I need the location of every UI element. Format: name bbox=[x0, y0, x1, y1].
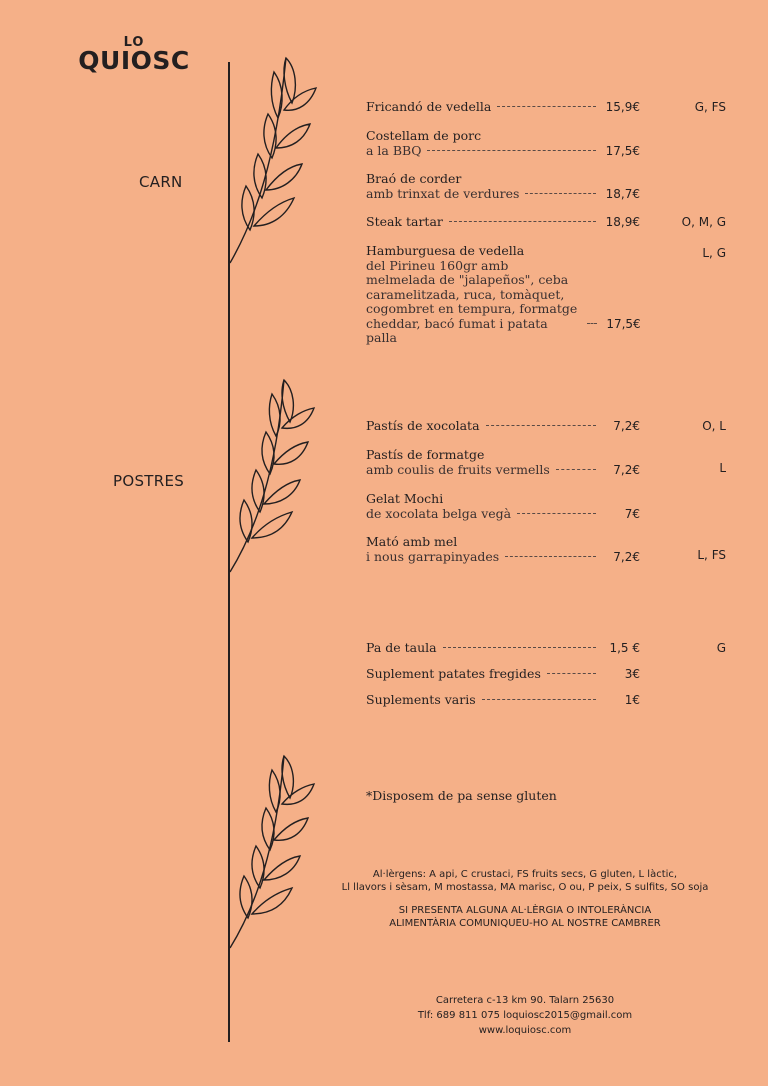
item-description-line: cheddar, bacó fumat i patata palla bbox=[366, 315, 548, 345]
section-title-carn: CARN bbox=[139, 173, 183, 191]
item-allergens: L, G bbox=[702, 246, 726, 260]
menu-item bbox=[366, 535, 726, 564]
item-price: 7,2€ bbox=[613, 462, 640, 477]
item-price: 18,7€ bbox=[605, 186, 640, 201]
menu-item bbox=[366, 693, 726, 708]
menu-item bbox=[366, 641, 726, 656]
item-price: 17,5€ bbox=[606, 316, 641, 331]
logo-line-1: LO bbox=[123, 35, 145, 50]
contact-address: Carretera c-13 km 90. Talarn 25630 bbox=[435, 995, 615, 1006]
item-description: amb coulis de fruits vermells bbox=[366, 461, 550, 477]
menu-item bbox=[366, 100, 726, 115]
item-description: amb trinxat de verdures bbox=[366, 185, 520, 201]
item-allergens: O, M, G bbox=[681, 215, 726, 229]
item-allergens: O, L bbox=[702, 419, 726, 433]
item-name: Fricandó de vedella bbox=[366, 99, 492, 114]
menu-item bbox=[366, 448, 726, 477]
item-name: Costellam de porc bbox=[366, 128, 482, 143]
menu-item bbox=[366, 667, 726, 682]
item-price: 7€ bbox=[624, 506, 640, 521]
menu-item bbox=[366, 419, 726, 434]
logo bbox=[76, 36, 192, 73]
item-description: de xocolata belga vegà bbox=[366, 505, 512, 521]
item-description: i nous garrapinyades bbox=[366, 548, 500, 564]
item-price: 7,2€ bbox=[613, 419, 640, 433]
item-price: 17,5€ bbox=[605, 143, 640, 158]
menu-item bbox=[366, 172, 726, 201]
item-price: 1,5 € bbox=[609, 641, 640, 655]
item-name: Mató amb mel bbox=[366, 534, 458, 549]
allergy-warning bbox=[340, 904, 710, 930]
leaf-branch-icon bbox=[226, 48, 326, 268]
item-price: 1€ bbox=[624, 693, 640, 707]
item-name: Suplement patates fregides bbox=[366, 666, 541, 681]
item-name: Pa de taula bbox=[366, 640, 437, 655]
menu-item bbox=[366, 215, 726, 230]
menu-item bbox=[366, 129, 726, 158]
allergen-legend-line: Al·lèrgens: A api, C crustaci, FS fruits secs, G gluten, L làctic, bbox=[372, 869, 678, 880]
item-description-line: cogombret en tempura, formatge bbox=[366, 301, 578, 316]
item-allergens: L, FS bbox=[697, 548, 726, 562]
item-price: 18,9€ bbox=[605, 215, 640, 229]
item-allergens: G bbox=[716, 641, 726, 655]
item-description-line: melmelada de "jalapeños", ceba bbox=[366, 272, 569, 287]
allergen-legend-line: Ll llavors i sèsam, M mostassa, MA marisc, O ou, P peix, S sulfits, SO soja bbox=[341, 882, 709, 893]
item-price: 15,9€ bbox=[605, 100, 640, 114]
contact-phone-email[interactable]: Tlf: 689 811 075 loquiosc2015@gmail.com bbox=[417, 1010, 633, 1021]
item-description-line: caramelitzada, ruca, tomàquet, bbox=[366, 286, 565, 302]
menu-item bbox=[366, 492, 726, 521]
item-name: Steak tartar bbox=[366, 214, 443, 229]
item-allergens: L bbox=[719, 461, 726, 475]
item-name: Suplements varis bbox=[366, 692, 476, 707]
item-allergens: G, FS bbox=[694, 100, 726, 114]
item-price: 3€ bbox=[624, 667, 640, 681]
item-name: Braó de corder bbox=[366, 171, 462, 186]
gluten-note: *Disposem de pa sense gluten bbox=[366, 788, 557, 803]
contact-info bbox=[380, 993, 670, 1038]
item-name: Gelat Mochi bbox=[366, 491, 444, 506]
allergy-warning-line: ALIMENTÀRIA COMUNIQUEU-HO AL NOSTRE CAMBRER bbox=[389, 918, 661, 929]
logo-line-2: QUIOSC bbox=[78, 46, 190, 75]
item-name: Pastís de formatge bbox=[366, 447, 485, 462]
contact-website[interactable]: www.loquiosc.com bbox=[478, 1025, 572, 1036]
section-title-postres: POSTRES bbox=[113, 472, 185, 490]
allergen-legend bbox=[340, 868, 710, 894]
item-name: Hamburguesa de vedella bbox=[366, 243, 525, 258]
leaf-branch-icon bbox=[226, 372, 326, 577]
item-price: 7,2€ bbox=[613, 549, 640, 564]
allergy-warning-line: SI PRESENTA ALGUNA AL·LÈRGIA O INTOLERÀNCIA bbox=[398, 905, 652, 916]
item-name: Pastís de xocolata bbox=[366, 418, 480, 433]
item-description-line: del Pirineu 160gr amb bbox=[366, 257, 509, 273]
item-description: a la BBQ bbox=[366, 142, 422, 158]
menu-item bbox=[366, 244, 726, 346]
leaf-branch-icon bbox=[226, 748, 326, 953]
